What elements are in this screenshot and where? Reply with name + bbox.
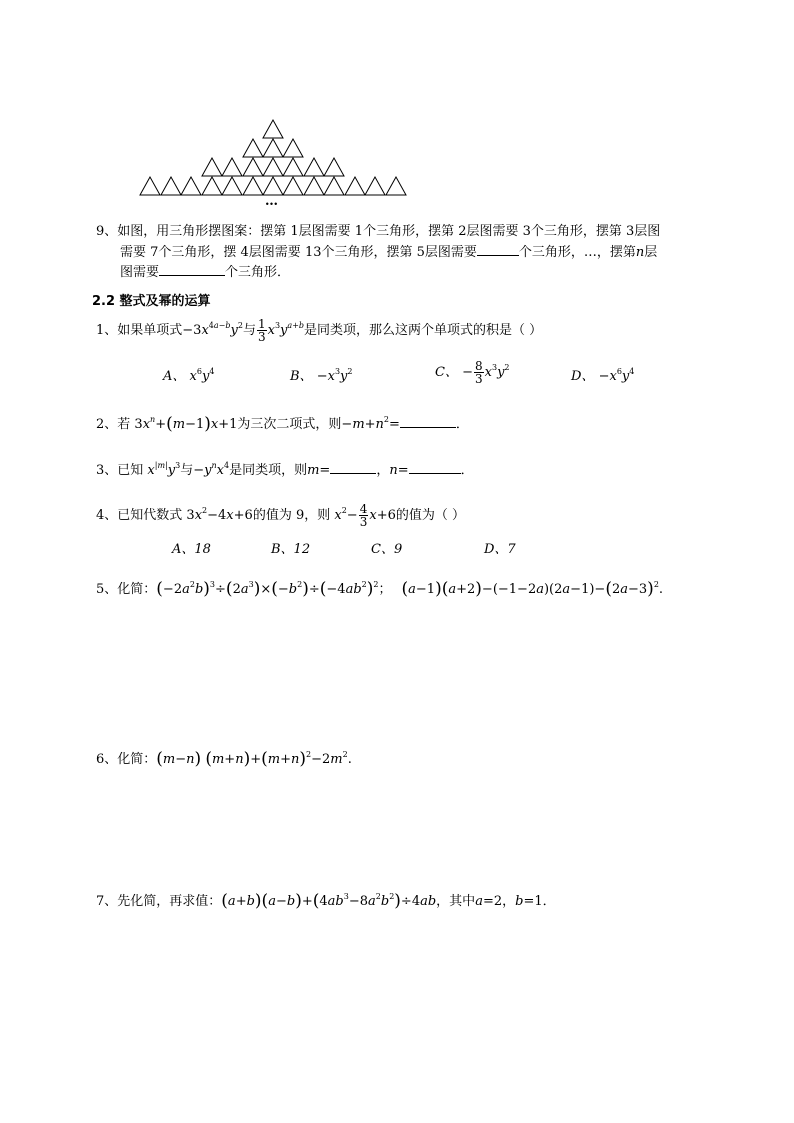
q9-line3-a: 图需要 — [120, 265, 160, 280]
q3-m-var: m — [307, 463, 320, 478]
q1-term2: $x^3y^{a+b}$ — [267, 321, 305, 338]
q5-stem — [96, 580, 663, 599]
q3-blank-m[interactable] — [330, 461, 376, 474]
q9-line3-b: 个三角形． — [225, 265, 291, 280]
q9-blank-1[interactable] — [477, 243, 519, 256]
q4-mid: 的值为 9，则 — [252, 508, 335, 523]
q3-mid: 与 — [180, 463, 194, 478]
q1-option-d[interactable] — [571, 368, 634, 386]
q7-expr: $(a+b)(a-b)+(4ab^3-8a^2b^2)\div 4ab$ — [221, 891, 437, 911]
q9-line1: 9、如图，用三角形摆图案：摆第 1层图需要 1个三角形，摆第 2层图需要 3个三角形，摆第 3层图 — [96, 224, 661, 239]
q2-prefix: 2、若 — [96, 417, 135, 432]
q4-option-c[interactable]: C、9 — [371, 542, 403, 557]
q4-prefix: 4、已知代数式 — [96, 508, 187, 523]
q2-stem — [96, 415, 469, 434]
q1-fraction-one-third: $\frac{1}{3}$ — [257, 317, 266, 344]
q1-prefix: 1、如果单项式 — [96, 323, 183, 338]
q2-blank[interactable] — [400, 415, 456, 428]
q3-prefix: 3、已知 — [96, 463, 148, 478]
q3-eq-2: = — [397, 463, 409, 478]
q7-suffix: ，其中 — [436, 894, 476, 909]
q1-term1: $-3x^{4a-b}y^2$ — [182, 321, 243, 338]
q1-opt-c-label: C、 — [435, 365, 458, 380]
q1-option-b[interactable] — [290, 368, 352, 386]
q2-mid: 为三次二项式，则 — [237, 417, 342, 432]
q3-term1: $x^{|m|}y^3$ — [147, 461, 181, 478]
q7-b-eq: =1． — [523, 894, 556, 909]
q1-opt-c-expr: − $\frac{8}{3}$ $x^3y^2$ — [457, 359, 510, 386]
q4-option-a[interactable]: A、18 — [172, 542, 211, 557]
q1-option-c[interactable] — [435, 360, 510, 385]
q1-opt-a-expr: $x^6y^4$ — [189, 367, 215, 384]
q1-option-a[interactable] — [163, 368, 214, 386]
q1-opt-d-expr: $-x^6y^4$ — [594, 367, 635, 384]
q1-opt-b-label: B、 — [290, 369, 313, 384]
q1-opt-d-label: D、 — [571, 369, 595, 384]
q3-mid2: 是同类项，则 — [229, 463, 308, 478]
q2-expr: $3x^n+(m-1)x+1$ — [134, 414, 238, 434]
q9-line2-tail: 层 — [644, 245, 658, 260]
q5-sep: ； — [378, 582, 392, 597]
q5-expr2: $(a-1)(a+2)-(-1-2a)(2a-1)-(2a-3)^2$. — [401, 579, 664, 599]
q4-option-d[interactable]: D、7 — [484, 542, 516, 557]
q5-expr1: $(-2a^2b)^3\div(2a^3)\times(-b^2)\div(-4ab^2)^2$ — [156, 579, 379, 599]
q3-term2: $-y^nx^4$ — [193, 461, 230, 478]
q3-sep: ， — [376, 463, 390, 478]
q9-line2 — [120, 243, 657, 262]
q7-b-var: b — [515, 894, 524, 909]
q9-line3 — [120, 263, 290, 282]
q3-blank-n[interactable] — [409, 461, 461, 474]
q9-line2-end: 个三角形，…，摆第 — [518, 245, 636, 260]
q9-blank-2[interactable] — [159, 263, 225, 276]
q7-prefix: 7、先化简，再求值： — [96, 894, 222, 909]
triangle-pattern-figure — [130, 118, 420, 198]
q7-stem — [96, 892, 556, 911]
q1-stem — [96, 318, 542, 343]
q1-opt-a-label: A、 — [163, 369, 186, 384]
q3-stem — [96, 461, 474, 480]
q1-mid: 与 — [242, 323, 256, 338]
q3-n-var: n — [389, 463, 398, 478]
q4-stem — [96, 503, 465, 528]
section-title: 2.2 整式及幂的运算 — [92, 294, 211, 309]
q5-prefix: 5、化简： — [96, 582, 157, 597]
q9-n-var: n — [635, 245, 645, 260]
q9-line2-text: 需要 7个三角形，摆 4层图需要 13个三角形，摆第 5层图需要 — [120, 245, 477, 260]
q2-suffix: ． — [455, 417, 469, 432]
figure-ellipsis: … — [265, 194, 278, 209]
q1-opt-b-expr: $-x^3y^2$ — [312, 367, 353, 384]
q3-eq-1: = — [319, 463, 331, 478]
q4-expr2: $x^2-$ $\frac{4}{3}$ x+6 — [334, 502, 396, 529]
q6-expr: (m−n) $(m+n)+(m+n)^2-2m^2$. — [156, 749, 352, 769]
q6-stem — [96, 750, 352, 769]
q6-prefix: 6、化简： — [96, 752, 157, 767]
q7-a-eq: =2， — [482, 894, 516, 909]
q1-suffix: 是同类项，那么这两个单项式的积是（ ） — [304, 323, 543, 338]
q4-suffix: 的值为（ ） — [395, 508, 465, 523]
q7-a-var: a — [475, 894, 483, 909]
q3-end: ． — [460, 463, 474, 478]
q4-expr1: $3x^2-4x+6$ — [186, 506, 253, 523]
q4-option-b[interactable]: B、12 — [271, 542, 311, 557]
q2-expr2: $-m+n^2=$ — [341, 415, 400, 432]
